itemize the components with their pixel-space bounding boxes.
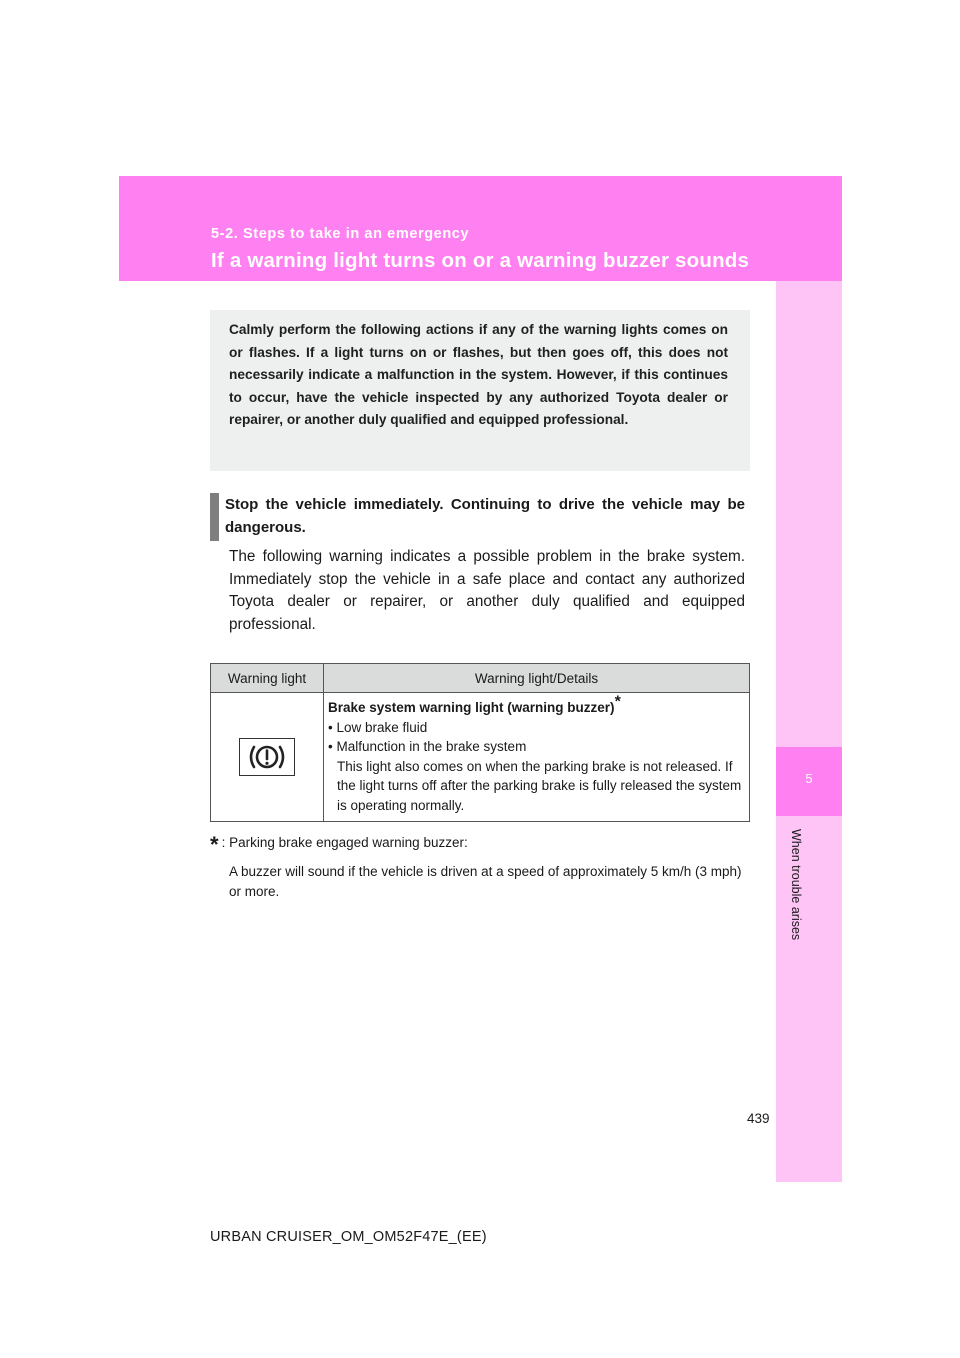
details-bullet: • Malfunction in the brake system	[328, 739, 527, 754]
details-title-mark: *	[614, 693, 621, 711]
chapter-title: When trouble arises	[789, 829, 803, 941]
table-header-details: Warning light/Details	[324, 664, 750, 693]
footnote-label-text: : Parking brake engaged warning buzzer:	[221, 835, 468, 850]
details-title-text: Brake system warning light (warning buzzer)	[328, 700, 615, 715]
table-row	[211, 693, 750, 822]
chapter-number: 5	[805, 771, 813, 786]
warning-heading: Stop the vehicle immediately. Continuing to drive the vehicle may be dangerous.	[210, 493, 750, 541]
page-number: 439	[747, 1111, 770, 1126]
details-bullet: • Low brake fluid	[328, 719, 428, 735]
page-title: If a warning light turns on or a warning buzzer sounds	[211, 249, 750, 272]
details-note: This light also comes on when the parking brake is not released. If the light turns off after the parking brake is fully released the system is operating normally.	[337, 758, 742, 813]
table-header-warning-light: Warning light	[211, 664, 324, 693]
table-header-row	[211, 664, 750, 693]
brake-warning-icon	[239, 738, 295, 776]
intro-text: Calmly perform the following actions if any of the warning lights comes on or flashes. If a light turns on or flashes, but then goes off, this does not necessarily indicate a malfunction in the system. However, if this continues to occur, have the vehicle inspected by any authorized Toyota dealer or repairer, or another duly qualified and equipped professional.	[229, 322, 728, 427]
side-tab-strip	[776, 281, 842, 1182]
icon-cell	[211, 693, 324, 822]
footnote-body: A buzzer will sound if the vehicle is driven at a speed of approximately 5 km/h (3 mph) or more.	[229, 864, 742, 899]
warning-body: The following warning indicates a possible problem in the brake system. Immediately stop the vehicle in a safe place and contact any authorized Toyota dealer or repairer, or another duly qualified and equipped professional.	[229, 548, 745, 633]
details-title	[328, 693, 743, 718]
warning-light-table	[210, 663, 750, 822]
footnote-label	[210, 832, 468, 858]
details-cell	[324, 693, 750, 822]
footer-code: URBAN CRUISER_OM_OM52F47E_(EE)	[210, 1229, 487, 1245]
intro-box	[210, 310, 750, 471]
brake-warning-icon-graphic	[240, 739, 294, 775]
section-label: 5-2. Steps to take in an emergency	[211, 226, 470, 242]
footnote-mark: *	[210, 832, 219, 857]
